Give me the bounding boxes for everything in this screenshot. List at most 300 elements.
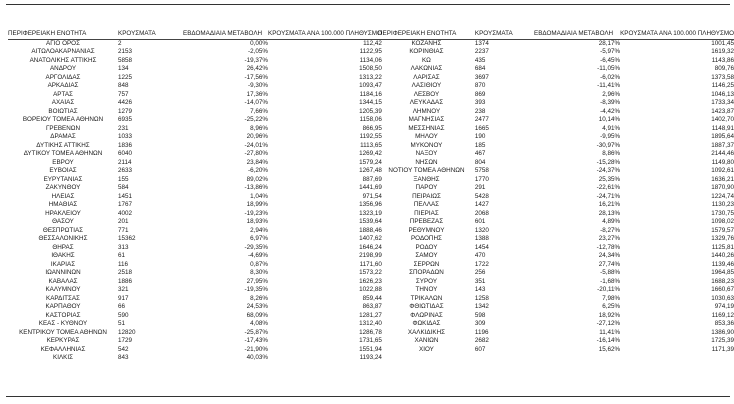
weekly-change-cell: 7,66% xyxy=(250,107,268,115)
region-cell: ΜΥΚΟΝΟΥ xyxy=(410,141,443,149)
region-cell: ΛΕΣΒΟΥ xyxy=(413,90,440,98)
bottom-divider xyxy=(6,396,730,397)
table-row xyxy=(378,244,734,253)
weekly-change-cell: 20,96% xyxy=(246,133,268,140)
cases-cell: 291 xyxy=(474,184,486,191)
cases-cell: 1836 xyxy=(118,141,133,149)
region-cell: ΕΥΡΥΤΑΝΙΑΣ xyxy=(43,175,83,183)
per-100k-cell: 1193,24 xyxy=(359,354,382,361)
per-100k-cell: 1323,19 xyxy=(359,209,382,217)
region-cell: ΠΕΙΡΑΙΩΣ xyxy=(412,192,441,200)
cases-cell: 1342 xyxy=(474,303,489,310)
per-100k-cell: 1636,21 xyxy=(711,175,734,183)
cases-cell: 804 xyxy=(474,158,486,166)
table-row xyxy=(8,295,382,304)
header-cases: ΚΡΟΥΣΜΑΤΑ xyxy=(118,30,183,39)
weekly-change-cell: 11,41% xyxy=(599,328,621,336)
region-cell: ΙΚΑΡΙΑΣ xyxy=(50,260,76,268)
cases-cell: 542 xyxy=(118,345,129,353)
per-100k-cell: 1964,85 xyxy=(711,269,734,276)
cases-cell: 1770 xyxy=(474,175,489,183)
cases-cell: 1427 xyxy=(474,201,489,208)
cases-cell: 607 xyxy=(474,345,486,353)
weekly-change-cell: 8,96% xyxy=(250,124,268,132)
per-100k-cell: 1184,16 xyxy=(359,90,382,98)
cases-cell: 2237 xyxy=(474,48,489,55)
per-100k-cell: 1660,67 xyxy=(711,286,734,293)
weekly-change-cell: -13,86% xyxy=(244,184,268,191)
region-cell: ΚΑΛΥΜΝΟΥ xyxy=(45,286,81,293)
region-cell: ΑΧΑΪΑΣ xyxy=(51,99,75,106)
region-cell: ΛΑΚΩΝΙΑΣ xyxy=(410,65,443,72)
weekly-change-cell: 4,89% xyxy=(602,218,621,225)
region-cell: ΚΕΡΚΥΡΑΣ xyxy=(46,337,80,344)
per-100k-cell: 1269,42 xyxy=(359,150,382,157)
weekly-change-cell: -12,78% xyxy=(596,243,621,251)
table-row xyxy=(378,82,734,91)
weekly-change-cell: 7,98% xyxy=(602,294,621,302)
cases-cell: 351 xyxy=(474,277,486,285)
per-100k-cell: 1344,15 xyxy=(359,99,382,106)
weekly-change-cell: -11,41% xyxy=(597,82,621,89)
cases-cell: 1258 xyxy=(474,294,489,302)
table-row xyxy=(378,150,734,159)
per-100k-cell: 1508,50 xyxy=(359,65,382,72)
table-row xyxy=(8,312,382,321)
weekly-change-cell: 27,95% xyxy=(246,277,268,285)
table-row xyxy=(378,48,734,57)
cases-cell: 231 xyxy=(118,124,129,132)
region-cell: ΔΥΤΙΚΗΣ ΑΤΤΙΚΗΣ xyxy=(36,141,90,149)
region-cell: ΑΓΙΟ ΟΡΟΣ xyxy=(46,39,80,47)
region-cell: ΣΥΡΟΥ xyxy=(415,277,438,285)
per-100k-cell: 863,87 xyxy=(362,303,382,310)
region-cell: ΘΕΣΠΡΩΤΙΑΣ xyxy=(42,226,84,234)
weekly-change-cell: -27,80% xyxy=(244,150,268,157)
region-cell: ΚΕΦΑΛΛΗΝΙΑΣ xyxy=(40,345,86,353)
per-100k-cell: 1286,78 xyxy=(359,328,382,336)
per-100k-cell: 1870,90 xyxy=(711,184,734,191)
cases-cell: 134 xyxy=(118,65,129,72)
per-100k-cell: 1373,58 xyxy=(711,73,734,81)
weekly-change-cell: 89,02% xyxy=(246,175,268,183)
per-100k-cell: 1149,80 xyxy=(711,158,734,166)
region-cell: ΛΗΜΝΟΥ xyxy=(412,107,441,115)
cases-cell: 4002 xyxy=(118,209,133,217)
per-100k-cell: 1423,87 xyxy=(711,107,734,115)
cases-cell: 1451 xyxy=(118,192,133,200)
weekly-change-cell: 28,13% xyxy=(598,209,621,217)
table-row xyxy=(8,286,382,295)
table-row xyxy=(8,269,382,278)
cases-table-left xyxy=(8,30,382,363)
weekly-change-cell: 16,21% xyxy=(598,201,621,208)
per-100k-cell: 1888,46 xyxy=(359,226,382,234)
region-cell: ΜΕΣΣΗΝΙΑΣ xyxy=(408,124,445,132)
region-cell: ΙΘΑΚΗΣ xyxy=(51,252,75,259)
weekly-change-cell: 2,94% xyxy=(250,226,268,234)
table-row xyxy=(378,99,734,108)
table-row xyxy=(8,337,382,346)
table-row xyxy=(378,116,734,125)
weekly-change-cell: 0,87% xyxy=(250,260,268,268)
weekly-change-cell: -20,11% xyxy=(597,286,621,293)
cases-cell: 2477 xyxy=(474,116,489,123)
table-row xyxy=(378,193,734,202)
per-100k-cell: 1146,25 xyxy=(711,82,734,89)
cases-cell: 1454 xyxy=(474,243,489,251)
cases-cell: 1320 xyxy=(474,226,489,234)
per-100k-cell: 887,69 xyxy=(362,175,382,183)
cases-cell: 12820 xyxy=(118,328,136,336)
per-100k-cell: 1386,90 xyxy=(711,328,734,336)
cases-cell: 1388 xyxy=(474,235,489,242)
region-cell: ΓΡΕΒΕΝΩΝ xyxy=(45,124,81,132)
per-100k-cell: 1731,65 xyxy=(359,337,382,344)
region-cell: ΚΑΡΠΑΘΟΥ xyxy=(45,303,81,310)
cases-cell: 4426 xyxy=(118,99,133,106)
weekly-change-cell: 24,53% xyxy=(246,303,268,310)
cases-cell: 238 xyxy=(474,107,486,115)
per-100k-cell: 1440,26 xyxy=(711,252,734,259)
per-100k-cell: 1171,60 xyxy=(359,260,382,268)
weekly-change-cell: -1,68% xyxy=(600,277,621,285)
region-cell: ΡΟΔΟΥ xyxy=(415,243,438,251)
region-cell: ΠΑΡΟΥ xyxy=(415,184,438,191)
table-row xyxy=(378,210,734,219)
cases-cell: 1886 xyxy=(118,277,133,285)
per-100k-cell: 1730,75 xyxy=(711,209,734,217)
region-cell: ΜΗΛΟΥ xyxy=(415,133,438,140)
table-row xyxy=(378,142,734,151)
per-100k-cell: 1224,74 xyxy=(711,192,734,200)
cases-table-right xyxy=(378,30,734,354)
per-100k-cell: 1313,22 xyxy=(359,73,382,81)
region-cell: ΣΕΡΡΩΝ xyxy=(413,260,440,268)
region-cell: ΑΡΤΑΣ xyxy=(53,90,73,98)
cases-cell: 155 xyxy=(118,175,129,183)
table-row xyxy=(378,201,734,210)
weekly-change-cell: -30,97% xyxy=(596,141,621,149)
table-row xyxy=(8,150,382,159)
table-row xyxy=(378,295,734,304)
per-100k-cell: 1143,86 xyxy=(711,56,734,64)
region-cell: ΚΙΛΚΙΣ xyxy=(53,354,73,361)
table-row xyxy=(8,48,382,57)
table-row xyxy=(378,125,734,134)
per-100k-cell: 974,19 xyxy=(714,303,734,310)
table-row xyxy=(378,167,734,176)
cases-cell: 467 xyxy=(474,150,486,157)
weekly-change-cell: 18,93% xyxy=(246,218,268,225)
weekly-change-cell: -24,01% xyxy=(244,141,268,149)
table-row xyxy=(378,176,734,185)
table-row xyxy=(8,201,382,210)
weekly-change-cell: 17,36% xyxy=(246,90,268,98)
table-row xyxy=(8,210,382,219)
cases-cell: 313 xyxy=(118,243,129,251)
table-row xyxy=(378,337,734,346)
region-cell: ΚΑΣΤΟΡΙΑΣ xyxy=(45,311,81,319)
region-cell: ΦΛΩΡΙΝΑΣ xyxy=(410,311,443,319)
table-row xyxy=(8,108,382,117)
weekly-change-cell: 24,34% xyxy=(598,252,621,259)
header-per-100k: ΚΡΟΥΣΜΑΤΑ ΑΝΑ 100.000 ΠΛΗΘΥΣΜΟ xyxy=(620,30,734,37)
per-100k-cell: 1125,81 xyxy=(711,243,734,251)
weekly-change-cell: 0,00% xyxy=(250,39,268,47)
region-cell: ΚΕΝΤΡΙΚΟΥ ΤΟΜΕΑ ΑΘΗΝΩΝ xyxy=(19,328,107,336)
table-row xyxy=(8,354,382,363)
cases-cell: 870 xyxy=(474,82,486,89)
cases-cell: 1729 xyxy=(118,337,133,344)
cases-cell: 66 xyxy=(118,303,126,310)
weekly-change-cell: -21,90% xyxy=(244,345,268,353)
table-row xyxy=(8,91,382,100)
weekly-change-cell: -19,37% xyxy=(244,56,268,64)
weekly-change-cell: -9,95% xyxy=(600,133,621,140)
weekly-change-cell: -29,35% xyxy=(244,243,268,251)
region-cell: ΚΑΡΔΙΤΣΑΣ xyxy=(46,294,80,302)
per-100k-cell: 2198,99 xyxy=(359,252,382,259)
per-100k-cell: 809,76 xyxy=(714,65,734,72)
table-row xyxy=(378,329,734,338)
header-weekly-change: ΕΒΔΟΜΑΔΙΑΙΑ ΜΕΤΑΒΟΛΗ xyxy=(534,30,620,39)
cases-cell: 470 xyxy=(474,252,486,259)
table-row xyxy=(378,303,734,312)
table-row xyxy=(8,167,382,176)
region-cell: ΞΑΝΘΗΣ xyxy=(413,175,440,183)
region-cell: ΚΟΖΑΝΗΣ xyxy=(411,39,442,47)
per-100k-cell: 1733,34 xyxy=(711,99,734,106)
cases-cell: 917 xyxy=(118,294,129,302)
table-row xyxy=(8,252,382,261)
cases-cell: 843 xyxy=(118,354,129,361)
region-cell: ΣΑΜΟΥ xyxy=(415,252,438,259)
region-cell: ΚΩ xyxy=(421,56,431,64)
cases-cell: 190 xyxy=(474,133,486,140)
region-cell: ΗΛΕΙΑΣ xyxy=(51,192,75,200)
weekly-change-cell: -15,28% xyxy=(596,158,621,166)
weekly-change-cell: -8,39% xyxy=(600,99,621,106)
cases-cell: 61 xyxy=(118,252,126,259)
region-cell: ΑΝΔΡΟΥ xyxy=(49,65,77,72)
region-cell: ΦΘΙΩΤΙΔΑΣ xyxy=(409,303,444,310)
weekly-change-cell: 8,26% xyxy=(250,294,268,302)
weekly-change-cell: -19,23% xyxy=(244,209,268,217)
top-divider xyxy=(6,4,730,5)
table-row xyxy=(8,303,382,312)
cases-cell: 51 xyxy=(118,320,126,327)
table-row xyxy=(8,278,382,287)
per-100k-cell: 1113,65 xyxy=(360,141,382,149)
region-cell: ΚΕΑΣ - ΚΥΘΝΟΥ xyxy=(38,320,88,327)
table-row xyxy=(378,312,734,321)
per-100k-cell: 1539,64 xyxy=(359,218,382,225)
per-100k-cell: 1122,95 xyxy=(359,48,382,55)
per-100k-cell: 1139,46 xyxy=(711,260,734,268)
cases-cell: 598 xyxy=(474,311,486,319)
table-header-row xyxy=(8,30,382,39)
weekly-change-cell: -22,61% xyxy=(596,184,621,191)
weekly-change-cell: 23,84% xyxy=(246,158,268,166)
weekly-change-cell: -6,20% xyxy=(248,167,268,174)
cases-cell: 1374 xyxy=(474,39,489,47)
cases-cell: 757 xyxy=(118,90,129,98)
weekly-change-cell: 8,86% xyxy=(602,150,621,157)
per-100k-cell: 1098,02 xyxy=(711,218,734,225)
weekly-change-cell: 18,99% xyxy=(246,201,268,208)
table-row xyxy=(378,320,734,329)
weekly-change-cell: 6,97% xyxy=(250,235,268,242)
region-cell: ΠΙΕΡΙΑΣ xyxy=(414,209,439,217)
per-100k-cell: 1158,06 xyxy=(359,116,382,123)
table-row xyxy=(378,218,734,227)
weekly-change-cell: 15,62% xyxy=(598,345,621,353)
table-row xyxy=(8,235,382,244)
header-weekly-change: ΕΒΔΟΜΑΔΙΑΙΑ ΜΕΤΑΒΟΛΗ xyxy=(183,30,268,39)
weekly-change-cell: 18,92% xyxy=(598,311,621,319)
table-row xyxy=(378,57,734,66)
per-100k-cell: 1130,23 xyxy=(711,201,734,208)
weekly-change-cell: -19,35% xyxy=(244,286,268,293)
cases-cell: 15362 xyxy=(118,235,136,242)
region-cell: ΛΑΣΙΘΙΟΥ xyxy=(411,82,442,89)
table-row xyxy=(8,218,382,227)
per-100k-cell: 1402,70 xyxy=(711,116,734,123)
region-cell: ΘΕΣΣΑΛΟΝΙΚΗΣ xyxy=(38,235,88,242)
per-100k-cell: 1407,62 xyxy=(359,235,382,242)
cases-cell: 321 xyxy=(118,286,129,293)
cases-cell: 6040 xyxy=(118,150,133,157)
per-100k-cell: 1688,23 xyxy=(711,277,734,285)
per-100k-cell: 1579,57 xyxy=(711,226,734,234)
weekly-change-cell: 8,30% xyxy=(250,269,268,276)
table-row xyxy=(378,227,734,236)
table-row xyxy=(8,320,382,329)
region-cell: ΔΡΑΜΑΣ xyxy=(50,133,76,140)
region-cell: ΡΕΘΥΜΝΟΥ xyxy=(408,226,445,234)
table-row xyxy=(378,91,734,100)
per-100k-cell: 859,44 xyxy=(362,294,382,302)
region-cell: ΠΕΛΛΑΣ xyxy=(413,201,440,208)
per-100k-cell: 1312,40 xyxy=(359,320,382,327)
weekly-change-cell: -2,05% xyxy=(248,48,268,55)
per-100k-cell: 2144,46 xyxy=(711,150,734,157)
weekly-change-cell: -8,27% xyxy=(600,226,621,234)
per-100k-cell: 1725,39 xyxy=(711,337,734,344)
table-row xyxy=(378,278,734,287)
table-row xyxy=(8,74,382,83)
per-100k-cell: 866,95 xyxy=(362,124,382,132)
weekly-change-cell: -24,71% xyxy=(596,192,621,200)
region-cell: ΗΜΑΘΙΑΣ xyxy=(48,201,78,208)
table-row xyxy=(378,235,734,244)
cases-cell: 2633 xyxy=(118,167,133,174)
table-row xyxy=(8,176,382,185)
table-row xyxy=(8,125,382,134)
table-row xyxy=(378,346,734,355)
weekly-change-cell: -5,88% xyxy=(600,269,621,276)
cases-cell: 6935 xyxy=(118,116,133,123)
weekly-change-cell: 1,04% xyxy=(250,192,268,200)
region-cell: ΣΠΟΡΑΔΩΝ xyxy=(409,269,444,276)
region-cell: ΒΟΡΕΙΟΥ ΤΟΜΕΑ ΑΘΗΝΩΝ xyxy=(22,116,104,123)
weekly-change-cell: 27,74% xyxy=(598,260,621,268)
per-100k-cell: 1267,48 xyxy=(359,167,382,174)
weekly-change-cell: 28,17% xyxy=(598,39,621,47)
table-row xyxy=(378,269,734,278)
per-100k-cell: 1441,69 xyxy=(359,184,382,191)
weekly-change-cell: -24,37% xyxy=(596,167,621,174)
cases-cell: 684 xyxy=(474,65,486,72)
per-100k-cell: 1551,94 xyxy=(359,345,382,353)
table-row xyxy=(378,159,734,168)
cases-cell: 435 xyxy=(474,56,486,64)
weekly-change-cell: 25,35% xyxy=(598,175,621,183)
cases-cell: 601 xyxy=(474,218,486,225)
table-row xyxy=(378,261,734,270)
per-100k-cell: 1030,63 xyxy=(711,294,734,302)
cases-cell: 590 xyxy=(118,311,129,319)
cases-cell: 848 xyxy=(118,82,129,89)
weekly-change-cell: -6,45% xyxy=(600,56,621,64)
table-header-row xyxy=(378,30,734,39)
per-100k-cell: 1046,13 xyxy=(711,90,734,98)
cases-cell: 3697 xyxy=(474,73,489,81)
weekly-change-cell: -14,07% xyxy=(244,99,268,106)
per-100k-cell: 1646,24 xyxy=(359,243,382,251)
per-100k-cell: 112,42 xyxy=(363,39,382,47)
cases-cell: 2068 xyxy=(474,209,489,217)
weekly-change-cell: 10,14% xyxy=(598,116,621,123)
header-region: ΠΕΡΙΦΕΡΕΙΑΚΗ ΕΝΟΤΗΤΑ xyxy=(8,30,118,39)
region-cell: ΛΑΡΙΣΑΣ xyxy=(413,73,440,81)
cases-cell: 1279 xyxy=(118,107,133,115)
cases-cell: 2682 xyxy=(474,337,489,344)
region-cell: ΚΟΡΙΝΘΙΑΣ xyxy=(409,48,444,55)
weekly-change-cell: 4,08% xyxy=(250,320,268,327)
table-row xyxy=(8,133,382,142)
cases-cell: 2114 xyxy=(118,158,132,166)
weekly-change-cell: 6,25% xyxy=(602,303,621,310)
table-row xyxy=(8,184,382,193)
table-row xyxy=(378,252,734,261)
weekly-change-cell: 40,03% xyxy=(246,354,268,361)
cases-cell: 771 xyxy=(118,226,129,234)
cases-cell: 1722 xyxy=(474,260,489,268)
per-100k-cell: 1619,32 xyxy=(711,48,734,55)
table-row xyxy=(8,346,382,355)
cases-cell: 143 xyxy=(474,286,486,293)
region-cell: ΑΝΑΤΟΛΙΚΗΣ ΑΤΤΙΚΗΣ xyxy=(29,56,97,64)
cases-cell: 393 xyxy=(474,99,486,106)
region-cell: ΦΩΚΙΔΑΣ xyxy=(412,320,441,327)
per-100k-cell: 1022,88 xyxy=(359,286,382,293)
cases-cell: 1196 xyxy=(474,328,489,336)
region-cell: ΖΑΚΥΝΘΟΥ xyxy=(45,184,81,191)
per-100k-cell: 1205,39 xyxy=(359,107,382,115)
header-per-100k: ΚΡΟΥΣΜΑΤΑ ΑΝΑ 100.000 ΠΛΗΘΥΣΜΟ xyxy=(268,30,382,37)
cases-cell: 584 xyxy=(118,184,129,191)
cases-cell: 1033 xyxy=(118,133,133,140)
cases-cell: 185 xyxy=(474,141,486,149)
table-row xyxy=(378,133,734,142)
region-cell: ΘΗΡΑΣ xyxy=(52,243,74,251)
per-100k-cell: 853,36 xyxy=(714,320,734,327)
table-row xyxy=(8,39,382,48)
cases-cell: 869 xyxy=(474,90,486,98)
per-100k-cell: 1192,55 xyxy=(359,133,382,140)
